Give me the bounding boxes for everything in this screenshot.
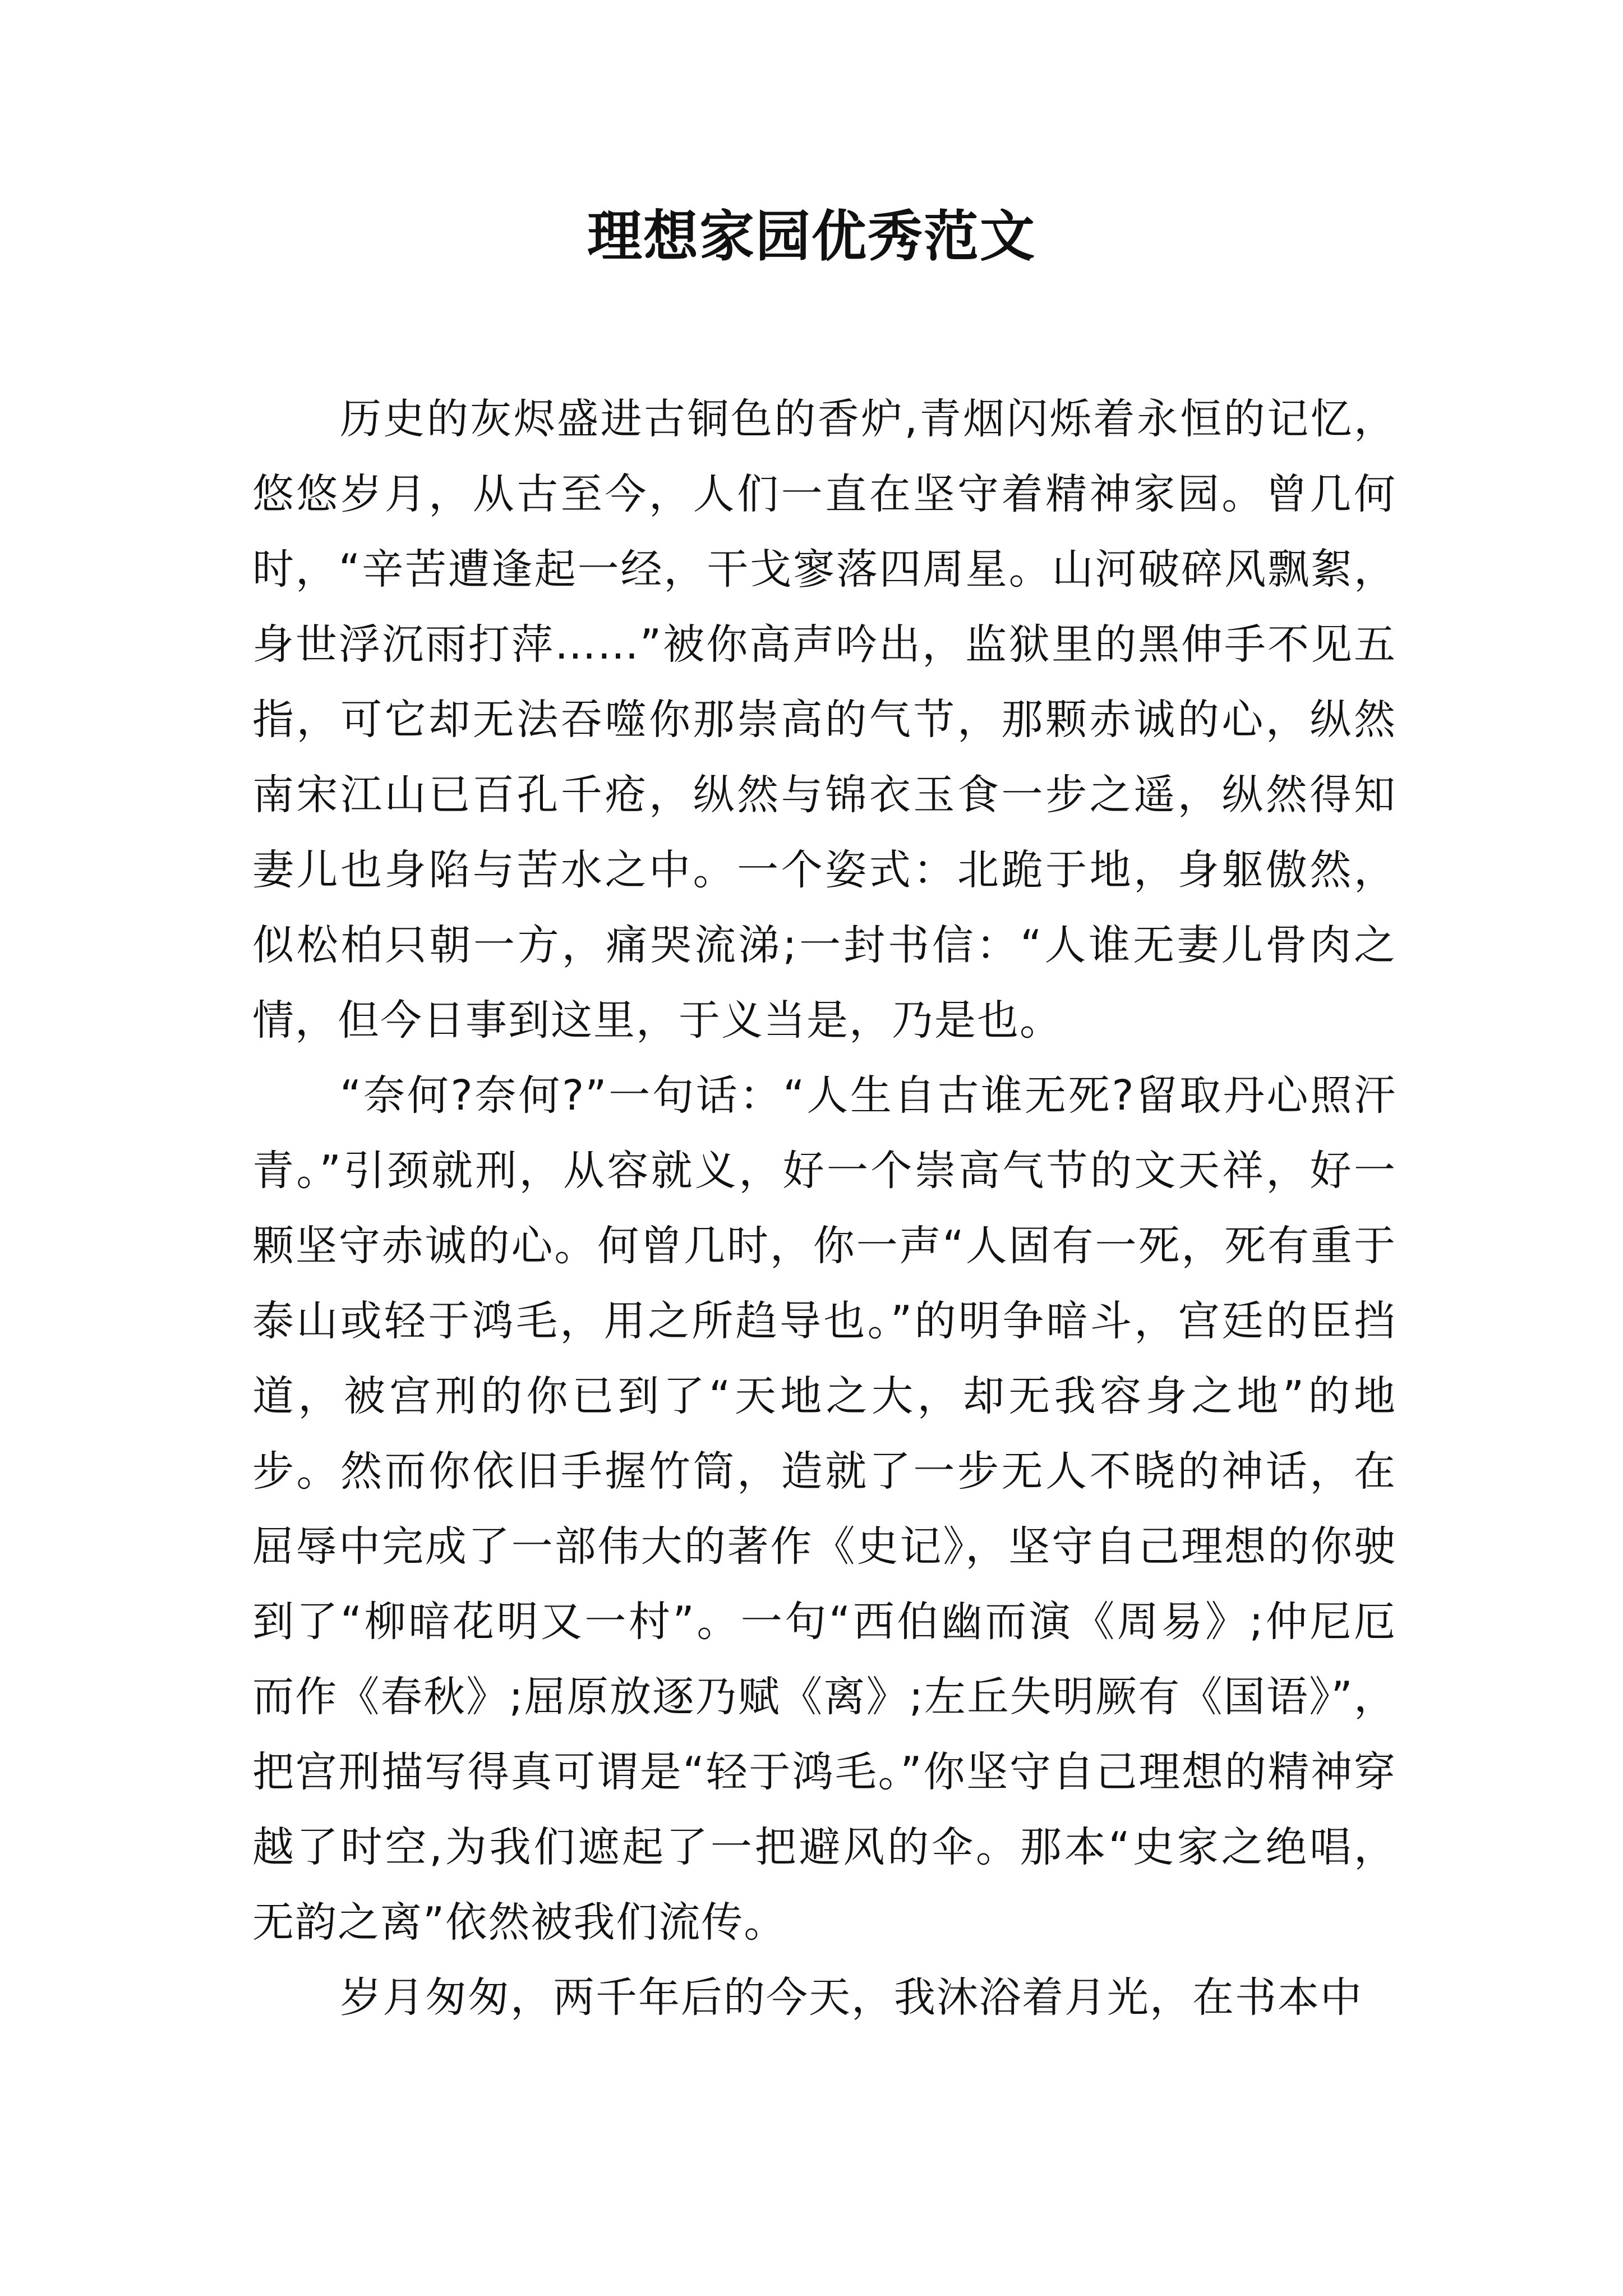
document-body [252, 381, 1396, 2035]
paragraph: 历史的灰烬盛进古铜色的香炉,青烟闪烁着永恒的记忆，悠悠岁月，从古至今，人们一直在坚守着精神家园。曾几何时，“辛苦遭逢起一经，干戈寥落四周星。山河破碎风飘絮，身世浮沉雨打萍……”被你高声吟出，监狱里的黑伸手不见五指，可它却无法吞噬你那崇高的气节，那颗赤诚的心，纵然南宋江山已百孔千疮，纵然与锦衣玉食一步之遥，纵然得知妻儿也身陷与苦水之中。一个姿式：北跪于地，身躯傲然，似松柏只朝一方，痛哭流涕;一封书信：“人谁无妻儿骨肉之情，但今日事到这里，于义当是，乃是也。 [252, 395, 1396, 1045]
paragraph: 岁月匆匆，两千年后的今天，我沐浴着月光，在书本中 [340, 1973, 1363, 2022]
paragraph: “奈何?奈何?”一句话：“人生自古谁无死?留取丹心照汗青。”引颈就刑，从容就义，好一个崇高气节的文天祥，好一颗坚守赤诚的心。何曾几时，你一声“人固有一死，死有重于泰山或轻于鸿毛，用之所趋导也。”的明争暗斗，宫廷的臣挡道，被宫刑的你已到了“天地之大，却无我容身之地”的地步。然而你依旧手握竹筒，造就了一步无人不晓的神话，在屈辱中完成了一部伟大的著作《史记》，坚守自己理想的你驶到了“柳暗花明又一村”。一句“西伯幽而演《周易》;仲尼厄而作《春秋》;屈原放逐乃赋《离》;左丘失明厥有《国语》”，把宫刑描写得真可谓是“轻于鸿毛。”你坚守自己理想的精神穿越了时空,为我们遮起了一把避风的伞。那本“史家之绝唱，无韵之离”依然被我们流传。 [252, 1071, 1396, 1947]
document-title: 理想家园优秀范文 [587, 204, 1036, 269]
